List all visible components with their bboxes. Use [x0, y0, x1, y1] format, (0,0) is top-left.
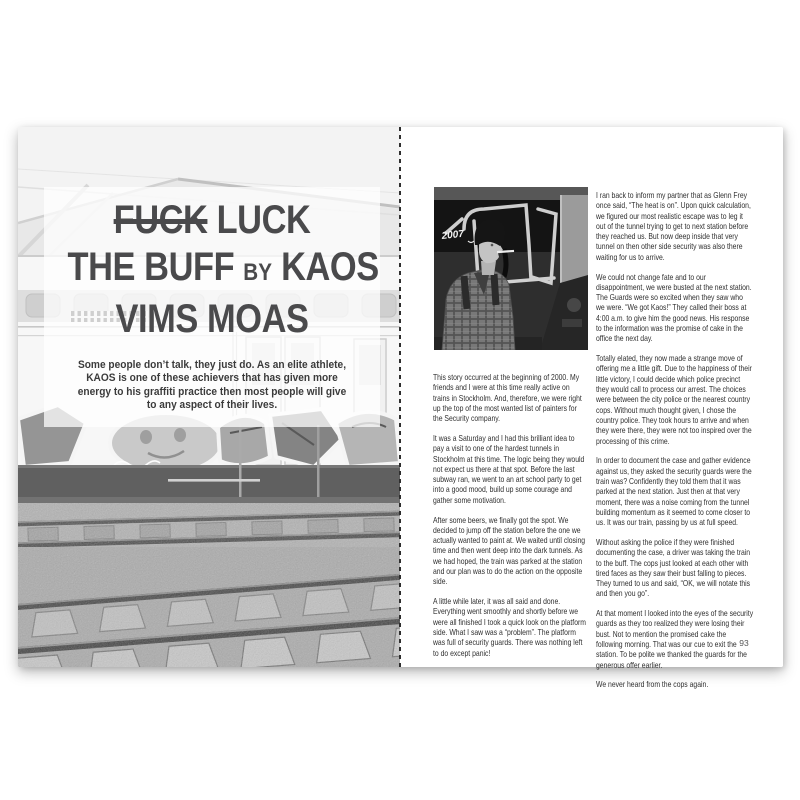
- story-paragraph: This story occurred at the beginning of 2000. My friends and I were at this time really active on trains in Stockholm. And, therefore, we were right up the top of the most wanted list of painters for the Security company.: [433, 372, 582, 424]
- story-paragraph: It was a Saturday and I had this brilliant idea to pay a visit to one of the hardest tunnels in Stockholm at this time. The logic being they would not expect us there at that spot. Before the last subway ran, we went to an art school party to get into a good mood, build up some courage and gather some motivation.: [433, 432, 585, 505]
- story-paragraph: A little while later, it was all said and done. Everything went smoothly and shortly before we were all finished I took a quick look on the platform side. What I saw was a “problem”. The platform was full of security guards. There was nothing left to do except panic!: [433, 596, 586, 658]
- article-title: [44, 197, 380, 343]
- story-paragraph: In order to document the case and gather evidence against us, they asked the security guards were the train was? Confidently they told them that it was parked at the next station. Just then at that very moment, there was a noise coming from the tunnel building momentum as it seemed to come closer to us. It was our train, passing by us at full speed.: [596, 455, 752, 528]
- graffiti-tag-text: 2007: [441, 228, 465, 242]
- title-line-1: [68, 197, 357, 244]
- story-column-2: [596, 190, 753, 699]
- magazine-spread: [18, 127, 783, 690]
- title-word: THE BUFF: [67, 245, 235, 289]
- title-line-3: VIMS MOAS: [115, 297, 309, 341]
- left-page: [18, 127, 400, 667]
- story-column-1: [433, 372, 587, 667]
- title-overlay: [44, 187, 380, 427]
- story-paragraph: After some beers, we finally got the spot. We decided to jump off the station before the one we actually wanted to paint at. We waited until closing time and then went deep into the dark tunnels. As we had hoped, the train was parked at the station and our plan was to do the action on the opposite side.: [433, 514, 586, 587]
- story-paragraph: Without asking the police if they were finished documenting the case, a driver was taking the train to the buff. The cops just looked at each other with tired faces as they saw their bust falling to pieces. They turned to us and said, “OK, we will notate this and then you go”.: [596, 536, 751, 599]
- page-number: 93: [739, 638, 749, 648]
- struck-word: FUCK: [113, 198, 208, 242]
- story-paragraph: Totally elated, they now made a strange move of offering me a little gift. Due to the happiness of their little victory, I could decide which police precinct they would call to process our arrest. The choices were between the city police or the nearest country cops. Without much thought given, I chose the country police. They took hours to arrive and when they were there, they were not too inspired over the processing of this crime.: [596, 353, 752, 446]
- story-paragraph: At that moment I looked into the eyes of the security guards as they too realized they were losing their bust. Not to mention the promised cake the following morning. That was our cue to exit the station. To be polite we thanked the guards for the generous offer earlier.: [596, 608, 754, 670]
- article-intro: Some people don’t talk, they just do. As an elite athlete, KAOS is one of these achievers that has given more energy to his graffiti practice then most people will give to any aspect of their lives.: [77, 358, 347, 412]
- right-page: [401, 127, 783, 690]
- title-line-2: [67, 244, 379, 296]
- story-paragraph: We never heard from the cops again.: [596, 679, 709, 690]
- story-paragraph: I ran back to inform my partner that as Glenn Frey once said, “The heat is on”. Upon quick calculation, we figured our most realistic escape was to leg it out of the tunnel trying to get to next station before they reached us. But now deep inside that very tunnel on then other side security was also there waiting for us to arrive.: [596, 190, 751, 262]
- story-paragraph: We could not change fate and to our disappointment, we were busted at the next station. The Guards were so excited when they saw who we were. “We got Kaos!” They called their boss at 4:00 a.m. to give him the good news. His response to the information was the promise of cake in the office the next day.: [596, 271, 752, 344]
- title-word: KAOS: [281, 245, 379, 289]
- kaos-portrait-photo: [434, 187, 588, 350]
- title-word: LUCK: [216, 198, 311, 242]
- byline-word: BY: [243, 259, 272, 286]
